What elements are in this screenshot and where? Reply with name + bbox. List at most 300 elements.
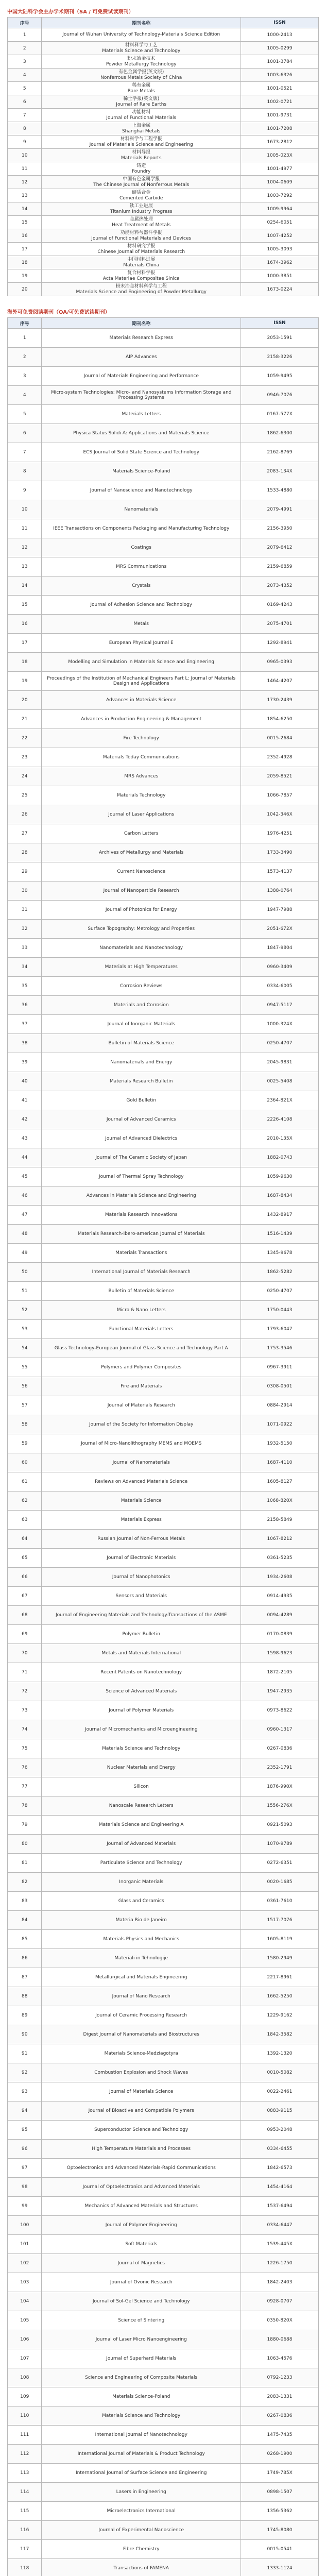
row-number: 79 <box>8 1816 42 1835</box>
table-row <box>8 2483 319 2502</box>
row-number: 62 <box>8 1492 42 1511</box>
table-row <box>8 2006 319 2025</box>
table-row <box>8 939 319 958</box>
journal-issn: 1753-3546 <box>241 1339 318 1358</box>
journal-name-cn: 铸造 <box>136 163 146 168</box>
row-number: 44 <box>8 1148 42 1167</box>
journal-issn: 1745-8080 <box>241 2521 318 2540</box>
row-number: 104 <box>8 2292 42 2311</box>
journal-issn: 0308-0501 <box>241 1377 318 1396</box>
table-row <box>8 1739 319 1758</box>
journal-issn: 0361-7610 <box>241 1892 318 1911</box>
journal-issn: 1733-3490 <box>241 843 318 862</box>
table-row <box>8 2044 319 2063</box>
row-number: 35 <box>8 977 42 996</box>
journal-name-cn: 功能材料 <box>132 109 151 115</box>
table-row <box>8 1587 319 1606</box>
table-row <box>8 1377 319 1396</box>
journal-name: Nanoscale Research Letters <box>42 1797 241 1816</box>
journal-issn: 1976-4251 <box>241 824 318 843</box>
journal-name: Proceedings of the Institution of Mechanical Engineers Part L: Journal of Materials Design and Applications <box>42 672 241 691</box>
journal-name: Journal of Materials Engineering and Performance <box>42 367 241 386</box>
table-row <box>8 786 319 805</box>
journal-issn: 1556-276X <box>241 1797 318 1816</box>
journal-name-cn: 有色金属学报(英文版) <box>118 69 164 75</box>
journal-issn: 0020-1685 <box>241 1873 318 1892</box>
row-number: 43 <box>8 1129 42 1148</box>
journal-issn: 1001-3784 <box>241 55 318 69</box>
row-number: 19 <box>8 269 42 283</box>
journal-issn: 0025-5408 <box>241 1072 318 1091</box>
journal-issn: 1068-820X <box>241 1492 318 1511</box>
table-row <box>8 2121 319 2140</box>
row-number: 47 <box>8 1206 42 1225</box>
journal-issn: 2217-8961 <box>241 1968 318 1987</box>
table-row <box>8 2368 319 2387</box>
row-number: 68 <box>8 1606 42 1625</box>
journal-name: Fire Technology <box>42 729 241 748</box>
table-row <box>8 2540 319 2559</box>
journal-name-en: Titanium Industry Progress <box>110 209 173 214</box>
journal-name: Carbon Letters <box>42 824 241 843</box>
row-number: 16 <box>8 615 42 634</box>
table-row <box>8 2235 319 2254</box>
journal-name-en: Rare Metals <box>127 88 155 94</box>
journal-name: Materials Science and Technology <box>42 2406 241 2426</box>
row-number: 98 <box>8 2178 42 2197</box>
journal-name: Russian Journal of Non-Ferrous Metals <box>42 1530 241 1549</box>
journal-issn: 1292-8941 <box>241 634 318 653</box>
journal-issn: 2226-4108 <box>241 1110 318 1129</box>
journal-name-cn: 功能材料与器件学报 <box>120 230 162 235</box>
row-number: 15 <box>8 216 42 229</box>
journal-issn: 2073-4352 <box>241 577 318 596</box>
row-number: 100 <box>8 2216 42 2235</box>
journal-name: Archives of Metallurgy and Materials <box>42 843 241 862</box>
row-number: 13 <box>8 189 42 202</box>
table-row <box>8 615 319 634</box>
journal-issn: 0267-0836 <box>241 1739 318 1758</box>
journal-name-cell <box>42 69 241 82</box>
table-row <box>8 2464 319 2483</box>
journal-issn: 1001-7208 <box>241 122 318 135</box>
journal-name-en: Cemented Carbide <box>119 195 163 201</box>
journal-issn: 0094-4289 <box>241 1606 318 1625</box>
row-number: 46 <box>8 1187 42 1206</box>
row-number: 2 <box>8 348 42 367</box>
journal-name: High Temperature Materials and Processes <box>42 2140 241 2159</box>
journal-issn: 1947-7988 <box>241 901 318 920</box>
journal-issn: 1842-2403 <box>241 2273 318 2292</box>
row-number: 59 <box>8 1434 42 1453</box>
row-number: 107 <box>8 2349 42 2368</box>
table-header-row <box>8 18 319 28</box>
journal-issn: 2364-821X <box>241 1091 318 1110</box>
journal-issn: 1750-0443 <box>241 1301 318 1320</box>
journal-name: Journal of Micro-Nanolithography MEMS and MOEMS <box>42 1434 241 1453</box>
row-number: 10 <box>8 149 42 162</box>
journal-issn: 1749-785X <box>241 2464 318 2483</box>
journal-name: Journal of Superhard Materials <box>42 2349 241 2368</box>
row-number: 19 <box>8 672 42 691</box>
journal-name: Journal of Sol-Gel Science and Technology <box>42 2292 241 2311</box>
journal-issn: 0250-4707 <box>241 1282 318 1301</box>
table-row <box>8 1148 319 1167</box>
row-number: 14 <box>8 577 42 596</box>
journal-issn: 2075-4701 <box>241 615 318 634</box>
journal-issn: 1598-9623 <box>241 1644 318 1663</box>
journal-name-cn: 材料科学与工程学报 <box>120 136 162 142</box>
journal-issn: 0361-5235 <box>241 1549 318 1568</box>
journal-name: Polymers and Polymer Composites <box>42 1358 241 1377</box>
journal-name: Journal of Advanced Materials <box>42 1835 241 1854</box>
row-number: 21 <box>8 710 42 729</box>
journal-name: International Journal of Surface Science and Engineering <box>42 2464 241 2483</box>
row-number: 48 <box>8 1225 42 1244</box>
journal-issn: 2156-3950 <box>241 519 318 538</box>
row-number: 112 <box>8 2445 42 2464</box>
table-row <box>8 1129 319 1148</box>
row-number: 2 <box>8 42 42 55</box>
row-number: 6 <box>8 424 42 443</box>
table-row <box>8 2502 319 2521</box>
table-row <box>8 634 319 653</box>
journal-issn: 0914-4935 <box>241 1587 318 1606</box>
table-row <box>8 2387 319 2406</box>
journal-issn: 0169-4243 <box>241 596 318 615</box>
journal-name-en: Materials Science and Technology <box>102 48 181 54</box>
row-number: 93 <box>8 2082 42 2102</box>
journal-issn: 0928-0707 <box>241 2292 318 2311</box>
journal-issn: 1001-9731 <box>241 109 318 122</box>
row-number: 76 <box>8 1758 42 1777</box>
row-number: 95 <box>8 2121 42 2140</box>
table-row <box>8 748 319 767</box>
journal-name: Journal of Optoelectronics and Advanced Materials <box>42 2178 241 2197</box>
table-row <box>8 2559 319 2576</box>
journal-name: Materials at High Temperatures <box>42 958 241 977</box>
table-row <box>8 767 319 786</box>
journal-issn: 0960-3409 <box>241 958 318 977</box>
journal-name-cn: 粉末冶金技术 <box>127 56 156 61</box>
journal-name-cn: 稀土学报(英文版) <box>123 96 160 101</box>
row-number: 96 <box>8 2140 42 2159</box>
table-row <box>8 2406 319 2426</box>
row-number: 7 <box>8 109 42 122</box>
journal-issn: 1000-324X <box>241 1015 318 1034</box>
journal-name: Journal of Ceramic Processing Research <box>42 2006 241 2025</box>
table-row <box>8 1682 319 1701</box>
journal-name: Nanomaterials <box>42 500 241 519</box>
row-number: 58 <box>8 1415 42 1434</box>
table-row <box>8 1244 319 1263</box>
table-row <box>8 1987 319 2006</box>
row-number: 63 <box>8 1511 42 1530</box>
row-number: 32 <box>8 920 42 939</box>
journal-name: Reviews on Advanced Materials Science <box>42 1472 241 1492</box>
journal-issn: 1662-5250 <box>241 1987 318 2006</box>
row-number: 91 <box>8 2044 42 2063</box>
journal-name: Micro-system Technologies: Micro- and Nanosystems Information Storage and Processing Systems <box>42 386 241 405</box>
journal-name: Silicon <box>42 1777 241 1797</box>
journal-issn: 1687-4110 <box>241 1453 318 1472</box>
table-row <box>8 710 319 729</box>
row-number: 38 <box>8 1034 42 1053</box>
journal-issn: 1605-8119 <box>241 1930 318 1949</box>
journal-name: IEEE Transactions on Components Packaging and Manufacturing Technology <box>42 519 241 538</box>
journal-name: Materials Letters <box>42 405 241 424</box>
journal-issn: 1356-5362 <box>241 2502 318 2521</box>
journal-name: Soft Materials <box>42 2235 241 2254</box>
journal-name: Corrosion Reviews <box>42 977 241 996</box>
journal-name-en: Journal of Materials Science and Engineering <box>89 142 193 147</box>
journal-name: Science and Engineering of Composite Materials <box>42 2368 241 2387</box>
table-row <box>8 42 319 55</box>
journal-issn: 1842-6573 <box>241 2159 318 2178</box>
journal-name-en: Materials Science and Engineering of Powder Metallurgy <box>76 289 207 295</box>
journal-name: Advances in Production Engineering & Management <box>42 710 241 729</box>
journal-name: Journal of Adhesion Science and Technology <box>42 596 241 615</box>
journal-name: Materials and Corrosion <box>42 996 241 1015</box>
journal-name-en: The Chinese Journal of Nonferrous Metals <box>93 182 190 188</box>
journal-name: Mechanics of Advanced Materials and Structures <box>42 2197 241 2216</box>
journal-issn: 1067-8212 <box>241 1530 318 1549</box>
journal-name: Functional Materials Letters <box>42 1320 241 1339</box>
table-row <box>8 256 319 269</box>
table-row <box>8 1396 319 1415</box>
table-row <box>8 2330 319 2349</box>
journal-name: Surface Topography: Metrology and Properties <box>42 920 241 939</box>
column-header-issn: ISSN <box>241 18 318 28</box>
row-number: 37 <box>8 1015 42 1034</box>
journal-name-cell <box>42 42 241 55</box>
row-number: 67 <box>8 1587 42 1606</box>
journal-name-cell <box>42 55 241 69</box>
table-row <box>8 958 319 977</box>
journal-name: Journal of Inorganic Materials <box>42 1015 241 1034</box>
row-number: 29 <box>8 862 42 882</box>
journal-name-cell <box>42 229 241 243</box>
table-row <box>8 2140 319 2159</box>
journal-issn: 2083-1331 <box>241 2387 318 2406</box>
journal-issn: 0883-9115 <box>241 2102 318 2121</box>
row-number: 54 <box>8 1339 42 1358</box>
journal-issn: 0947-5117 <box>241 996 318 1015</box>
table-row <box>8 824 319 843</box>
table-row <box>8 149 319 162</box>
journal-issn: 0268-1900 <box>241 2445 318 2464</box>
row-number: 23 <box>8 748 42 767</box>
table-row <box>8 577 319 596</box>
journal-issn: 1533-4880 <box>241 481 318 500</box>
table-row <box>8 176 319 189</box>
table-row <box>8 519 319 538</box>
journal-name: Journal of Bioactive and Compatible Polymers <box>42 2102 241 2121</box>
journal-issn: 0953-2048 <box>241 2121 318 2140</box>
journal-issn: 1932-5150 <box>241 1434 318 1453</box>
table-row <box>8 109 319 122</box>
journal-issn: 2162-8769 <box>241 443 318 462</box>
row-number: 5 <box>8 405 42 424</box>
journal-name-cn: 金属热处理 <box>129 216 153 222</box>
journal-issn: 1934-2608 <box>241 1568 318 1587</box>
journal-name: Digest Journal of Nanomaterials and Biostructures <box>42 2025 241 2044</box>
journal-issn: 0965-0393 <box>241 653 318 672</box>
table-row <box>8 920 319 939</box>
table-row <box>8 1301 319 1320</box>
row-number: 3 <box>8 367 42 386</box>
table-row <box>8 653 319 672</box>
table-row <box>8 1358 319 1377</box>
journal-issn: 0015-0541 <box>241 2540 318 2559</box>
row-number: 56 <box>8 1377 42 1396</box>
table-row <box>8 1225 319 1244</box>
row-number: 89 <box>8 2006 42 2025</box>
journal-issn: 1005-023X <box>241 149 318 162</box>
row-number: 30 <box>8 882 42 901</box>
row-number: 105 <box>8 2311 42 2330</box>
row-number: 69 <box>8 1625 42 1644</box>
table-row <box>8 1263 319 1282</box>
journal-name: Materiali in Tehnologije <box>42 1949 241 1968</box>
journal-name: Journal of Magnetics <box>42 2254 241 2273</box>
table-row <box>8 55 319 69</box>
journal-name: Bulletin of Materials Science <box>42 1282 241 1301</box>
row-number: 34 <box>8 958 42 977</box>
journal-issn: 1003-7292 <box>241 189 318 202</box>
table-row <box>8 1949 319 1968</box>
row-number: 10 <box>8 500 42 519</box>
table-row <box>8 462 319 481</box>
table-row <box>8 805 319 824</box>
journal-issn: 0334-6005 <box>241 977 318 996</box>
journal-name-cell <box>42 176 241 189</box>
journal-issn: 1070-9789 <box>241 1835 318 1854</box>
journal-issn: 1003-6326 <box>241 69 318 82</box>
journal-name: Particulate Science and Technology <box>42 1854 241 1873</box>
table-row <box>8 189 319 202</box>
journal-name: Materials Research Bulletin <box>42 1072 241 1091</box>
journal-name: Journal of Nanoscience and Nanotechnology <box>42 481 241 500</box>
row-number: 31 <box>8 901 42 920</box>
journal-name-en: Journal of Wuhan University of Technology-Materials Science Edition <box>62 32 220 37</box>
row-number: 71 <box>8 1663 42 1682</box>
journal-issn: 1854-6250 <box>241 710 318 729</box>
table-row <box>8 122 319 135</box>
row-number: 110 <box>8 2406 42 2426</box>
journal-issn: 1226-1750 <box>241 2254 318 2273</box>
table-row <box>8 405 319 424</box>
column-header-number: 序号 <box>8 18 42 28</box>
journal-name: Inorganic Materials <box>42 1873 241 1892</box>
journal-name-cn: 材料导报 <box>132 149 151 155</box>
journal-issn: 1847-9804 <box>241 939 318 958</box>
journal-name-cn: 硬质合金 <box>132 190 151 195</box>
journal-name: Journal of Advanced Dielectrics <box>42 1129 241 1148</box>
journal-issn: 1345-9678 <box>241 1244 318 1263</box>
journal-issn: 1432-8917 <box>241 1206 318 1225</box>
row-number: 17 <box>8 634 42 653</box>
table-row <box>8 1320 319 1339</box>
journal-issn: 0898-1507 <box>241 2483 318 2502</box>
journal-name: Transactions of FAMENA <box>42 2559 241 2576</box>
row-number: 22 <box>8 729 42 748</box>
table-row <box>8 596 319 615</box>
journal-issn: 0334-6447 <box>241 2216 318 2235</box>
journal-issn: 0022-2461 <box>241 2082 318 2102</box>
column-header-number: 序号 <box>8 318 42 329</box>
journal-name: Glass Technology-European Journal of Glass Science and Technology Part A <box>42 1339 241 1358</box>
journal-name: Journal of The Ceramic Society of Japan <box>42 1148 241 1167</box>
row-number: 27 <box>8 824 42 843</box>
table-row <box>8 424 319 443</box>
journal-name: Nanomaterials and Energy <box>42 1053 241 1072</box>
journal-name: Sensors and Materials <box>42 1587 241 1606</box>
journal-name: Materials Technology <box>42 786 241 805</box>
journal-issn: 1880-0688 <box>241 2330 318 2349</box>
row-number: 77 <box>8 1777 42 1797</box>
row-number: 25 <box>8 786 42 805</box>
journal-name-cell <box>42 162 241 176</box>
journal-name: Modelling and Simulation in Materials Science and Engineering <box>42 653 241 672</box>
journal-name: Polymer Bulletin <box>42 1625 241 1644</box>
row-number: 41 <box>8 1091 42 1110</box>
journal-name: Materials Today Communications <box>42 748 241 767</box>
row-number: 39 <box>8 1053 42 1072</box>
journal-name: Journal of Ovonic Research <box>42 2273 241 2292</box>
journal-name: Journal of Advanced Ceramics <box>42 1110 241 1129</box>
journal-name: Metallurgical and Materials Engineering <box>42 1968 241 1987</box>
journal-name-cell <box>42 122 241 135</box>
journal-name: Journal of Experimental Nanoscience <box>42 2521 241 2540</box>
journal-name: Optoelectronics and Advanced Materials-Rapid Communications <box>42 2159 241 2178</box>
journal-issn: 1007-4252 <box>241 229 318 243</box>
journal-issn: 0334-6455 <box>241 2140 318 2159</box>
journal-name: Journal of Polymer Engineering <box>42 2216 241 2235</box>
row-number: 3 <box>8 55 42 69</box>
journal-name-cn: 粉末冶金材料科学与工程 <box>115 283 167 289</box>
journal-name: Journal of Materials Science <box>42 2082 241 2102</box>
row-number: 52 <box>8 1301 42 1320</box>
table-row <box>8 69 319 82</box>
row-number: 26 <box>8 805 42 824</box>
journal-issn: 1071-0922 <box>241 1415 318 1434</box>
journal-issn: 2083-134X <box>241 462 318 481</box>
journal-name-en: Journal of Functional Materials <box>106 115 177 121</box>
journal-issn: 2159-6859 <box>241 557 318 577</box>
table-row <box>8 2197 319 2216</box>
table-row <box>8 1339 319 1358</box>
journal-name: Advances in Materials Science <box>42 691 241 710</box>
journal-issn: 0170-0839 <box>241 1625 318 1644</box>
table-row <box>8 1911 319 1930</box>
journal-name: Materials Research Innovations <box>42 1206 241 1225</box>
journal-issn: 0010-5082 <box>241 2063 318 2082</box>
journal-name-cn: 材料科学与工艺 <box>125 42 158 48</box>
journal-issn: 1674-3962 <box>241 256 318 269</box>
journal-issn: 1042-346X <box>241 805 318 824</box>
journal-name-en: Journal of Functional Materials and Devices <box>91 235 192 241</box>
journal-issn: 1947-2935 <box>241 1682 318 1701</box>
row-number: 8 <box>8 122 42 135</box>
journal-issn: 1000-2413 <box>241 28 318 42</box>
row-number: 70 <box>8 1644 42 1663</box>
row-number: 61 <box>8 1472 42 1492</box>
row-number: 9 <box>8 135 42 149</box>
journal-name: European Physical Journal E <box>42 634 241 653</box>
row-number: 101 <box>8 2235 42 2254</box>
journal-issn: 1793-6047 <box>241 1320 318 1339</box>
